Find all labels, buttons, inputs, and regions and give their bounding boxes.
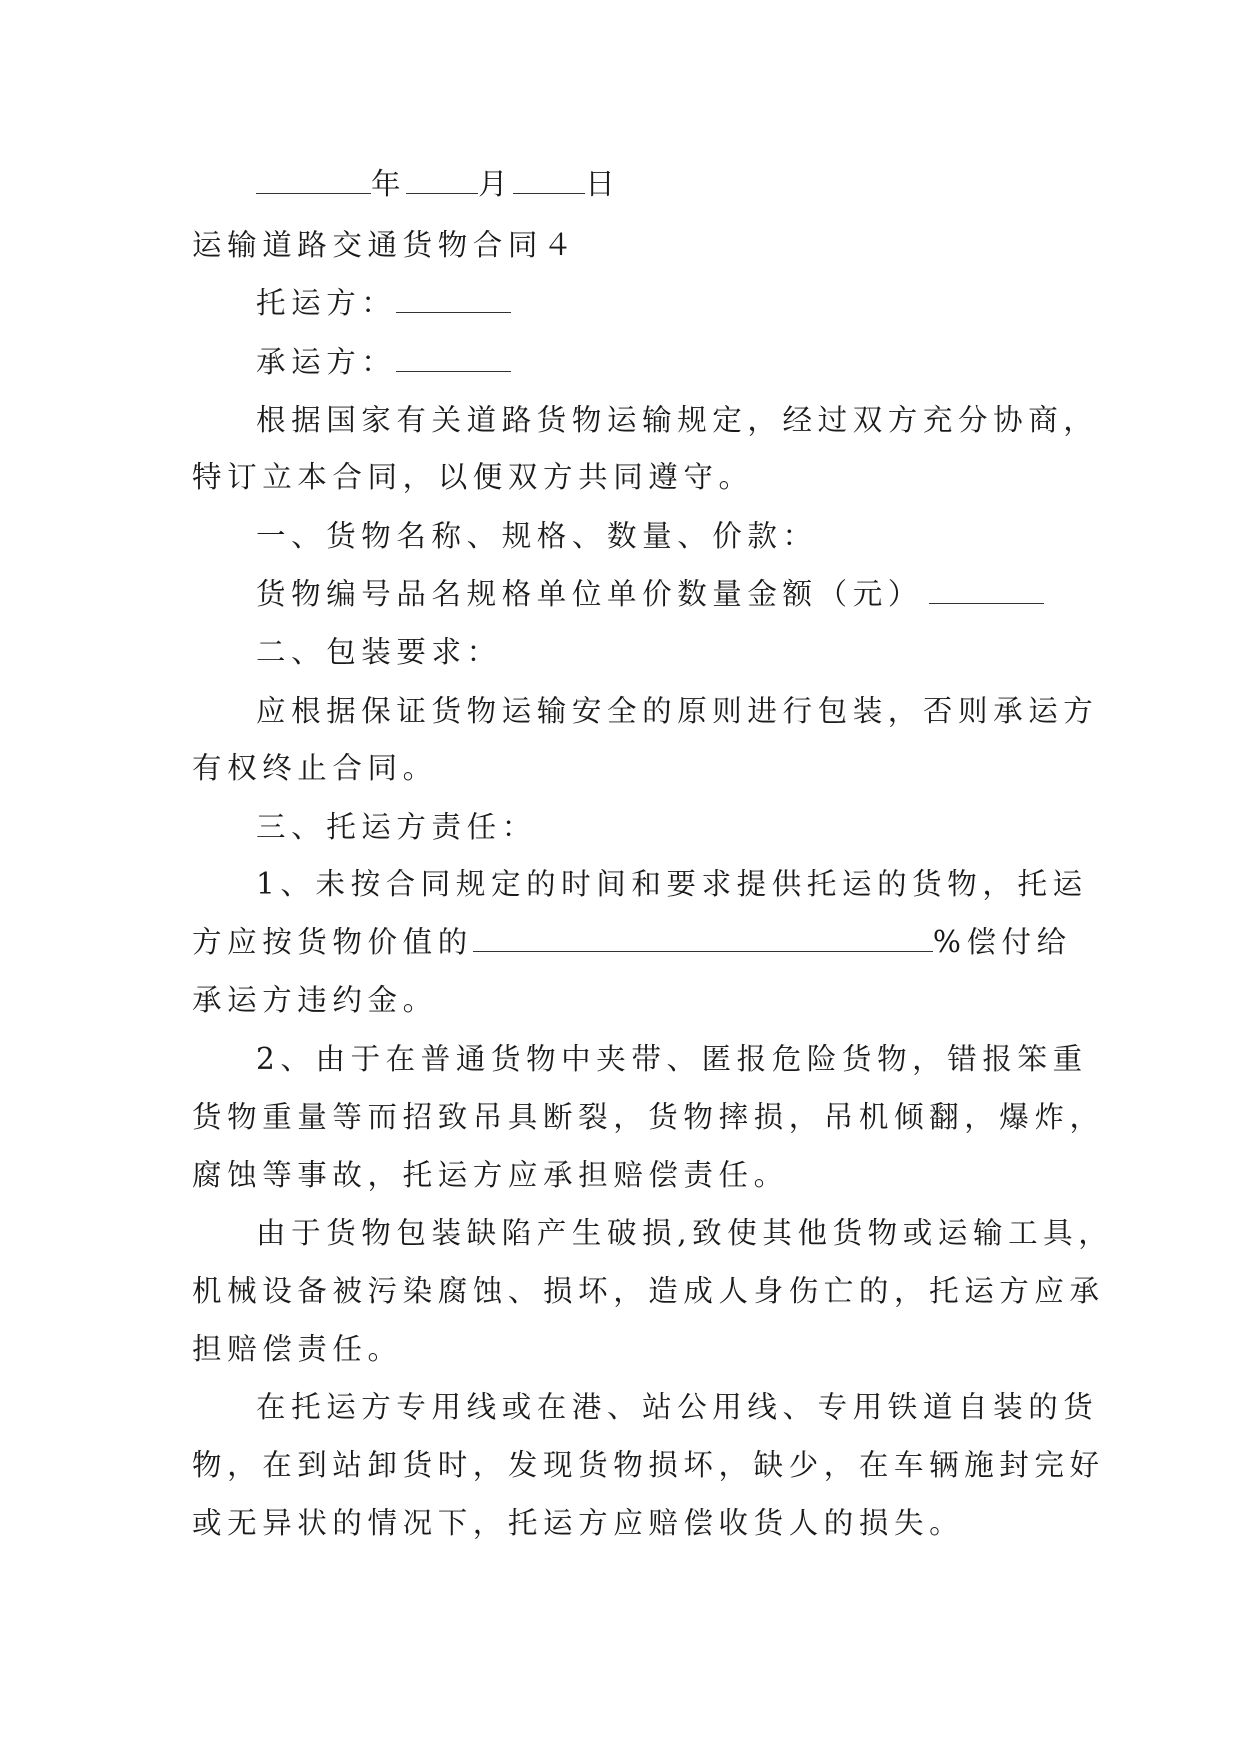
- defect-line-1: 由于货物包装缺陷产生破损,致使其他货物或运输工具，: [256, 1216, 1114, 1250]
- goods-blank: [929, 580, 1044, 604]
- percentage-blank: [473, 928, 933, 952]
- defect-line-2: 机械设备被污染腐蚀、损坏，造成人身伤亡的，托运方应承: [192, 1274, 1105, 1308]
- carrier-line: [256, 345, 511, 379]
- section3-heading: 三、托运方责任：: [256, 810, 537, 844]
- section1-heading: 一、货物名称、规格、数量、价款：: [256, 519, 818, 553]
- day-label: 日: [585, 167, 621, 201]
- item2-line-2: 货物重量等而招致吊具断裂，货物摔损，吊机倾翻，爆炸，: [192, 1100, 1105, 1134]
- special-line-3: 或无异状的情况下，托运方应赔偿收货人的损失。: [192, 1506, 965, 1540]
- item1-line-3: 承运方违约金。: [192, 983, 438, 1017]
- year-label: 年: [371, 167, 407, 201]
- special-line-2: 物，在到站卸货时，发现货物损坏，缺少，在车辆施封完好: [192, 1448, 1105, 1482]
- defect-line-3: 担赔偿责任。: [192, 1332, 403, 1366]
- month-blank: [406, 170, 478, 194]
- carrier-blank: [396, 348, 511, 372]
- special-line-1: 在托运方专用线或在港、站公用线、专用铁道自装的货: [256, 1390, 1099, 1424]
- goods-columns-line: [256, 577, 1044, 611]
- item1-line-2: [192, 925, 1072, 959]
- section2-heading: 二、包装要求：: [256, 635, 502, 669]
- intro-line-2: 特订立本合同，以便双方共同遵守。: [192, 460, 754, 494]
- item1-prefix: 方应按货物价值的: [192, 925, 473, 959]
- shipper-blank: [396, 289, 511, 313]
- shipper-line: [256, 286, 511, 320]
- year-blank: [256, 170, 371, 194]
- shipper-label: 托运方：: [256, 286, 397, 320]
- month-label: 月: [478, 167, 514, 201]
- packaging-line-2: 有权终止合同。: [192, 751, 438, 785]
- date-line: [256, 167, 621, 201]
- item1-suffix: %偿付给: [932, 925, 1072, 959]
- item2-line-3: 腐蚀等事故，托运方应承担赔偿责任。: [192, 1158, 789, 1192]
- day-blank: [513, 170, 585, 194]
- packaging-line-1: 应根据保证货物运输安全的原则进行包装，否则承运方: [256, 694, 1099, 728]
- intro-line-1: 根据国家有关道路货物运输规定，经过双方充分协商，: [256, 403, 1099, 437]
- document-title: 运输道路交通货物合同４: [192, 228, 579, 262]
- item1-line-1: 1、未按合同规定的时间和要求提供托运的货物，托运: [256, 867, 1088, 901]
- item2-line-1: 2、由于在普通货物中夹带、匿报危险货物，错报笨重: [256, 1042, 1088, 1076]
- goods-columns: 货物编号品名规格单位单价数量金额（元）: [256, 577, 923, 611]
- carrier-label: 承运方：: [256, 345, 397, 379]
